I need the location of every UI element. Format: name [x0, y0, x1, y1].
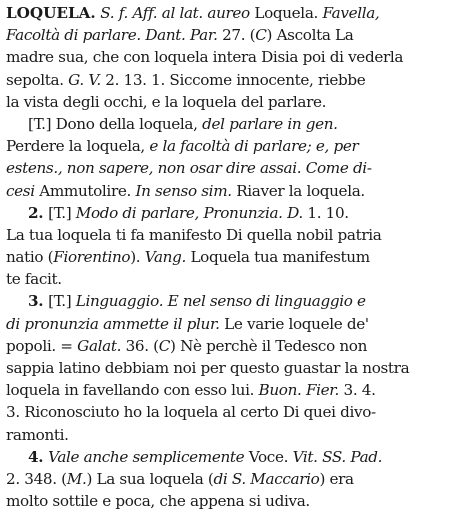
text-run: 4. — [28, 447, 49, 466]
entry-line — [6, 157, 465, 179]
text-run: In senso sim. — [135, 181, 232, 200]
text-run: La tua loquela ti fa manifesto Di quella nobil patria — [6, 225, 382, 244]
text-run: Loquela tua manifestum — [185, 248, 370, 267]
entry-line — [6, 313, 465, 335]
text-run: Galat. — [77, 336, 122, 355]
text-run: Ammutolire. — [34, 181, 136, 200]
text-run: madre sua, che con loquela intera Disia poi di vederla — [6, 48, 404, 67]
text-run: ) Nè perchè il Tedesco non — [170, 336, 368, 355]
text-run: e la facoltà di parlare; e, per — [149, 137, 359, 156]
text-run: 3. — [28, 292, 49, 311]
text-run: 3. Riconosciuto ho la loquela al certo Di quei divo- — [6, 403, 376, 422]
entry-line — [6, 468, 465, 490]
text-run: sepolta. — [6, 70, 69, 89]
text-run: M. — [66, 469, 87, 488]
text-run: Modo di parlare, Pronunzia. D. — [75, 203, 303, 222]
entry-line — [6, 46, 465, 68]
text-run: 2. 13. 1. Siccome innocente, riebbe — [100, 70, 366, 89]
entry-line — [6, 24, 465, 46]
text-run: Vang. — [144, 248, 186, 267]
text-run: Buon. Fier. — [258, 381, 340, 400]
text-run: Fiorentino — [53, 248, 131, 267]
text-run: ). — [130, 248, 145, 267]
text-run: del parlare in gen. — [202, 114, 338, 133]
text-run: la vista degli occhi, e la loquela del parlare. — [6, 92, 327, 111]
entry-line — [6, 424, 465, 446]
text-run: popoli. = — [6, 336, 78, 355]
entry-line — [6, 2, 465, 24]
text-run: Vale anche semplicemente — [48, 447, 245, 466]
entry-line — [6, 357, 465, 379]
text-run: Linguaggio. E nel senso di linguaggio e — [75, 292, 366, 311]
text-run: C — [158, 336, 171, 355]
entry-line — [6, 202, 465, 224]
text-run: [T.] — [48, 203, 76, 222]
text-run: Riaver la loquela. — [231, 181, 365, 200]
text-run: estens., non sapere, non osar dire assai. Come di- — [6, 159, 372, 178]
text-run: 3. 4. — [339, 381, 376, 400]
text-run: 2. — [28, 203, 49, 222]
entry-line — [6, 401, 465, 423]
text-run: Perdere la loquela, — [6, 137, 150, 156]
text-run: di S. Maccario — [213, 469, 320, 488]
entry-line — [6, 490, 465, 512]
entry-line — [6, 290, 465, 312]
entry-line — [6, 135, 465, 157]
entry-line — [6, 113, 465, 135]
text-run: [T.] Dono della loquela, — [28, 114, 203, 133]
text-run: cesi — [6, 181, 35, 200]
entry-line — [6, 246, 465, 268]
text-run: ) Ascolta La — [266, 26, 354, 45]
text-run: Voce. — [244, 447, 293, 466]
text-run: loquela in favellando con esso lui. — [6, 381, 259, 400]
entry-line — [6, 91, 465, 113]
entry-line — [6, 446, 465, 468]
text-run: Favella, — [322, 4, 380, 22]
headword: LOQUELA — [6, 4, 91, 22]
text-run: sappia latino debbiam noi per questo guastar la nostra — [6, 359, 410, 377]
entry-line — [6, 69, 465, 91]
text-run: ) era — [319, 469, 354, 488]
entry-line — [6, 335, 465, 357]
text-run: 36. ( — [121, 336, 159, 355]
text-run: Vit. SS. Pad. — [292, 447, 383, 466]
text-run: molto sottile e poca, che appena si udiva. — [6, 492, 310, 511]
text-run: G. V. — [68, 70, 101, 89]
text-run: ) La sua loquela ( — [86, 469, 214, 488]
text-run: 27. ( — [217, 26, 256, 45]
text-run: ramonti. — [6, 425, 69, 444]
text-run: [T.] — [48, 292, 76, 311]
text-run: C — [255, 26, 267, 45]
text-run: 1. 10. — [302, 203, 349, 222]
text-run: 2. 348. ( — [6, 469, 67, 488]
text-run: Le varie loquele de' — [219, 314, 369, 333]
entry-line — [6, 268, 465, 290]
text-run: . — [90, 4, 101, 22]
entry-line — [6, 379, 465, 401]
text-run: Loquela. — [249, 4, 323, 22]
entry-line — [6, 180, 465, 202]
entry-line — [6, 224, 465, 246]
text-run: S. f. Aff. al lat. aureo — [100, 4, 250, 22]
text-run: di pronunzia ammette il plur. — [6, 314, 220, 333]
text-run: natio ( — [6, 248, 54, 267]
text-run: Facoltà di parlare. Dant. Par. — [6, 26, 218, 45]
text-run: te facit. — [6, 270, 62, 289]
